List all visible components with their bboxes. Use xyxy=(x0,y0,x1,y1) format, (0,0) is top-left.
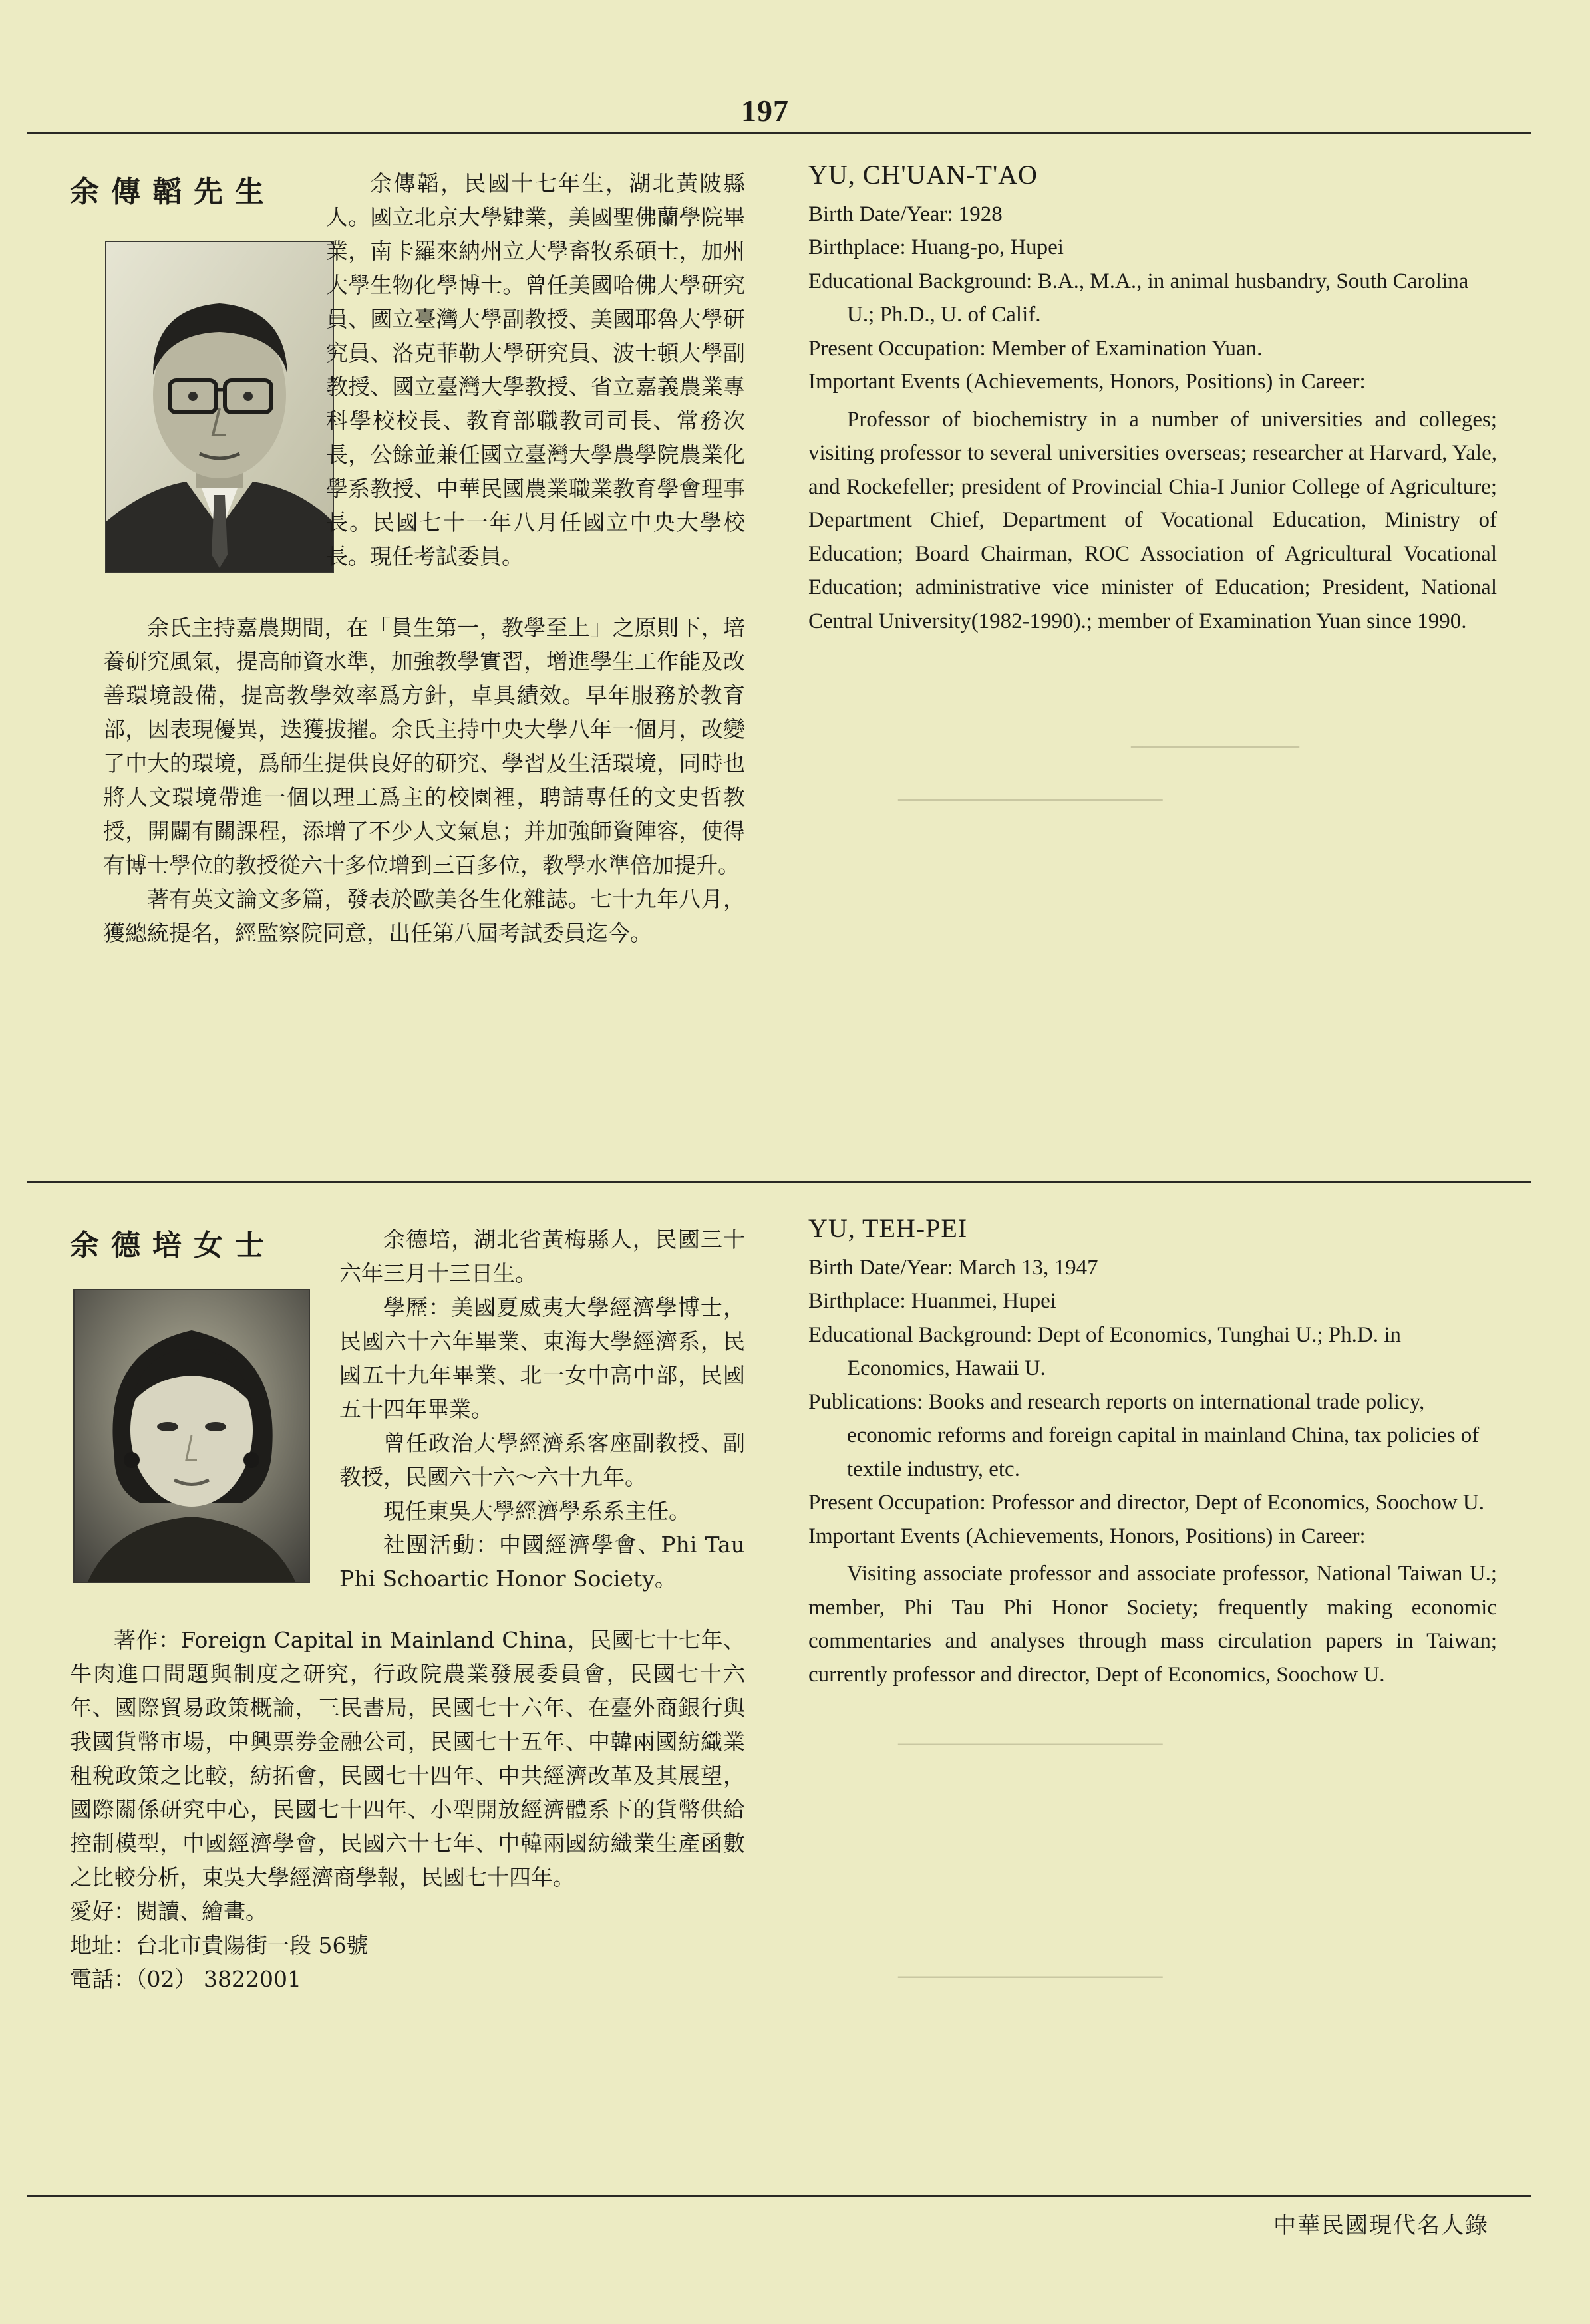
bio-zh-para: 余德培，湖北省黃梅縣人，民國三十六年三月十三日生。 xyxy=(339,1227,745,1286)
bio-zh-2-cont xyxy=(70,1623,745,1996)
portrait-photo xyxy=(105,241,334,573)
contact-hobby: 愛好：閱讀、繪畫。 xyxy=(70,1898,267,1924)
bio-zh-para: 余傳韜，民國十七年生，湖北黃陂縣人。國立北京大學肄業，美國聖佛蘭學院畢業，南卡羅來納州立大學畜牧系碩士，加州大學生物化學博士。曾任美國哈佛大學研究員、國立臺灣大學副教授、美國耶魯大學研究員、洛克菲勒大學研究員、波士頓大學副教授、國立臺灣大學教授、省立嘉義農業專科學校校長、教育部職教司司長、常務次長，公餘並兼任國立臺灣大學農學院農業化學系教授、中華民國農業職業教育學會理事長。民國七十一年八月任國立中央大學校長。現任考試委員。 xyxy=(326,170,745,569)
field-birthplace: Birthplace: Huanmei, Hupei xyxy=(808,1289,1056,1313)
name-zh: 余傳韜先生 xyxy=(70,175,276,209)
name-zh: 余德培女士 xyxy=(70,1229,276,1262)
field-events: Important Events (Achievements, Honors, Positions) in Career: xyxy=(808,370,1366,394)
field-education: Educational Background: Dept of Economics, Tunghai U.; Ph.D. in Economics, Hawaii U. xyxy=(808,1322,1401,1380)
bio-zh-para: 著作：Foreign Capital in Mainland China，民國七十七年、牛肉進口問題與制度之研究，行政院農業發展委員會，民國七十六年、國際貿易政策概論，三民書局，民國七十六年、在臺外商銀行與我國貨幣市場，中興票券金融公司，民國七十五年、中韓兩國紡織業租稅政策之比較，紡拓會，民國七十四年、中共經濟改革及其展望，國際關係研究中心，民國七十四年、小型開放經濟體系下的貨幣供給控制模型，中國經濟學會，民國六十七年、中韓兩國紡織業生產函數之比較分析，東吳大學經濟商學報，民國七十四年。 xyxy=(70,1627,745,1890)
bio-zh-para: 余氏主持嘉農期間，在「員生第一，教學至上」之原則下，培養研究風氣，提高師資水準，加強教學實習，增進學生工作能及改善環境設備，提高教學效率爲方針，卓具績效。早年服務於教育部，因表現優異，迭獲拔擢。余氏主持中央大學八年一個月，改變了中大的環境，爲師生提供良好的研究、學習及生活環境，同時也將人文環境帶進一個以理工爲主的校園裡，聘請專任的文史哲教授，開闢有關課程，添增了不少人文氣息；并加強師資陣容，使得有博士學位的教授從六十多位增到三百多位，教學水準倍加提升。 xyxy=(103,615,745,878)
bio-en-1 xyxy=(808,158,1497,638)
bio-zh-para: 現任東吳大學經濟學系系主任。 xyxy=(383,1498,691,1524)
name-en: YU, TEH-PEI xyxy=(808,1213,968,1243)
bio-zh-para: 曾任政治大學經濟系客座副教授、副教授，民國六十六～六十九年。 xyxy=(339,1430,745,1490)
contact-address: 地址：台北市貴陽街一段 56號 xyxy=(70,1932,369,1958)
field-birth-date: Birth Date/Year: 1928 xyxy=(808,202,1003,226)
field-education: Educational Background: B.A., M.A., in animal husbandry, South Carolina U.; Ph.D., U. of Calif. xyxy=(808,269,1469,327)
top-rule xyxy=(27,132,1531,134)
portrait-photo xyxy=(73,1289,310,1583)
career-text: Professor of biochemistry in a number of universities and colleges; visiting professor to several universities overseas; researcher at Harvard, Yale, and Rockefeller; president of Provincial Chia-I Junior College of Agriculture; Department Chief, Department of Vocational Education, Ministry of Education; Board Chairman, ROC Association of Agricultural Vocational Education; administrative vice minister of Education; President, National Central University(1982-1990).; member of Examination Yuan since 1990. xyxy=(808,407,1497,633)
field-events: Important Events (Achievements, Honors, Positions) in Career: xyxy=(808,1524,1366,1548)
bio-zh-1-cont xyxy=(103,611,745,950)
bio-zh-para: 社團活動：中國經濟學會、Phi Tau Phi Schoartic Honor Society。 xyxy=(339,1532,745,1592)
contact-phone: 電話：（02） 3822001 xyxy=(70,1966,301,1992)
bio-en-2 xyxy=(808,1212,1497,1691)
field-publications: Publications: Books and research reports on international trade policy, economic reforms and foreign capital in mainland China, tax policies of textile industry, etc. xyxy=(808,1389,1480,1481)
bio-zh-2 xyxy=(339,1223,745,1596)
portrait-man-icon xyxy=(106,242,333,572)
field-birth-date: Birth Date/Year: March 13, 1947 xyxy=(808,1255,1098,1280)
name-en: YU, CH'UAN-T'AO xyxy=(808,160,1038,190)
bio-zh-para: 學歷：美國夏威夷大學經濟學博士，民國六十六年畢業、東海大學經濟系，民國五十九年畢業、北一女中高中部，民國五十四年畢業。 xyxy=(339,1294,745,1422)
bottom-rule xyxy=(27,2195,1531,2197)
bio-zh-para: 著有英文論文多篇，發表於歐美各生化雜誌。七十九年八月，獲總統提名，經監察院同意，出任第八屆考試委員迄今。 xyxy=(103,886,745,946)
field-occupation: Present Occupation: Professor and director, Dept of Economics, Soochow U. xyxy=(808,1491,1484,1515)
footer-title: 中華民國現代名人錄 xyxy=(1273,2212,1489,2239)
field-occupation: Present Occupation: Member of Examination Yuan. xyxy=(808,336,1263,361)
middle-rule xyxy=(27,1181,1531,1183)
page-number: 197 xyxy=(741,94,789,128)
career-text: Visiting associate professor and associate professor, National Taiwan U.; member, Phi Tau Phi Honor Society; frequently making economic commentaries and analyses through mass circulation papers in Taiwan; currently professor and director, Dept of Economics, Soochow U. xyxy=(808,1562,1497,1687)
field-birthplace: Birthplace: Huang-po, Hupei xyxy=(808,235,1064,259)
portrait-woman-icon xyxy=(75,1290,309,1582)
bio-zh-1 xyxy=(326,166,745,573)
